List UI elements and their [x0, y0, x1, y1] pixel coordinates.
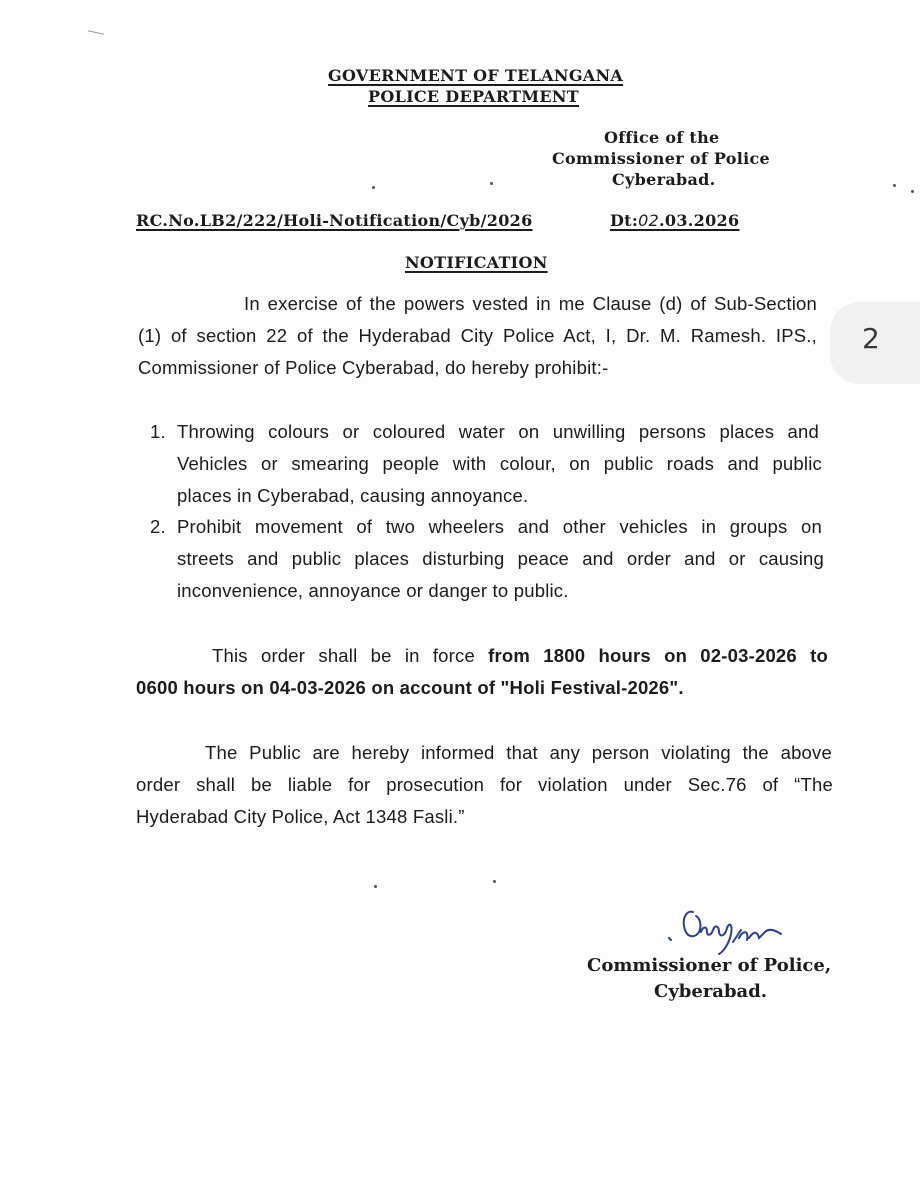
order-bold-text-2: 0600 hours on 04-03-2026 on account of "Holi Festival-2026".: [136, 677, 684, 698]
order-line-1: [212, 640, 828, 672]
order-normal-text: This order shall be in force: [212, 645, 489, 666]
office-line-1: Office of the: [604, 128, 720, 147]
scan-speck: [893, 184, 896, 187]
order-bold-text-1: from 1800 hours on 02-03-2026 to: [488, 645, 828, 666]
date-prefix: Dt:: [610, 211, 639, 230]
intro-line-2: (1) of section 22 of the Hyderabad City Police Act, I, Dr. M. Ramesh. IPS.,: [138, 325, 817, 346]
scan-mark: [88, 30, 104, 34]
reference-number: RC.No.LB2/222/Holi-Notification/Cyb/2026: [136, 211, 533, 230]
date-suffix: .03.2026: [659, 211, 740, 230]
warning-line-2: order shall be liable for prosecution for violation under Sec.76 of “The: [136, 774, 833, 795]
scan-speck: [490, 182, 493, 185]
scan-speck: [372, 186, 375, 189]
date-handwritten: 02: [638, 211, 660, 230]
page-number-badge: [830, 302, 920, 384]
office-line-2: Commissioner of Police: [552, 149, 770, 168]
item-2-line-3: inconvenience, annoyance or danger to public.: [177, 580, 569, 601]
warning-line-3: Hyderabad City Police, Act 1348 Fasli.”: [136, 806, 465, 827]
page-number: 2: [862, 322, 880, 355]
item-1-line-2: Vehicles or smearing people with colour, on public roads and public: [177, 453, 822, 474]
item-2-number: 2.: [150, 516, 166, 537]
warning-line-1: The Public are hereby informed that any person violating the above: [205, 742, 832, 763]
government-heading: GOVERNMENT OF TELANGANA: [328, 66, 624, 85]
item-2-line-2: streets and public places disturbing peace and order and or causing: [177, 548, 824, 569]
scan-speck: [493, 880, 496, 883]
office-line-3: Cyberabad.: [612, 170, 716, 189]
scan-speck: [374, 885, 377, 888]
intro-line-1: In exercise of the powers vested in me Clause (d) of Sub-Section: [244, 293, 817, 314]
signatory-title: Commissioner of Police,: [587, 955, 832, 976]
signatory-place: Cyberabad.: [654, 981, 768, 1002]
notification-title: NOTIFICATION: [405, 253, 548, 272]
item-1-line-3: places in Cyberabad, causing annoyance.: [177, 485, 529, 506]
item-1-line-1: Throwing colours or coloured water on unwilling persons places and: [177, 421, 819, 442]
intro-line-3: Commissioner of Police Cyberabad, do hereby prohibit:-: [138, 357, 609, 378]
reference-date: [610, 211, 739, 230]
scan-speck: [911, 190, 914, 193]
item-2-line-1: Prohibit movement of two wheelers and other vehicles in groups on: [177, 516, 822, 537]
item-1-number: 1.: [150, 421, 166, 442]
department-heading: POLICE DEPARTMENT: [368, 87, 580, 106]
